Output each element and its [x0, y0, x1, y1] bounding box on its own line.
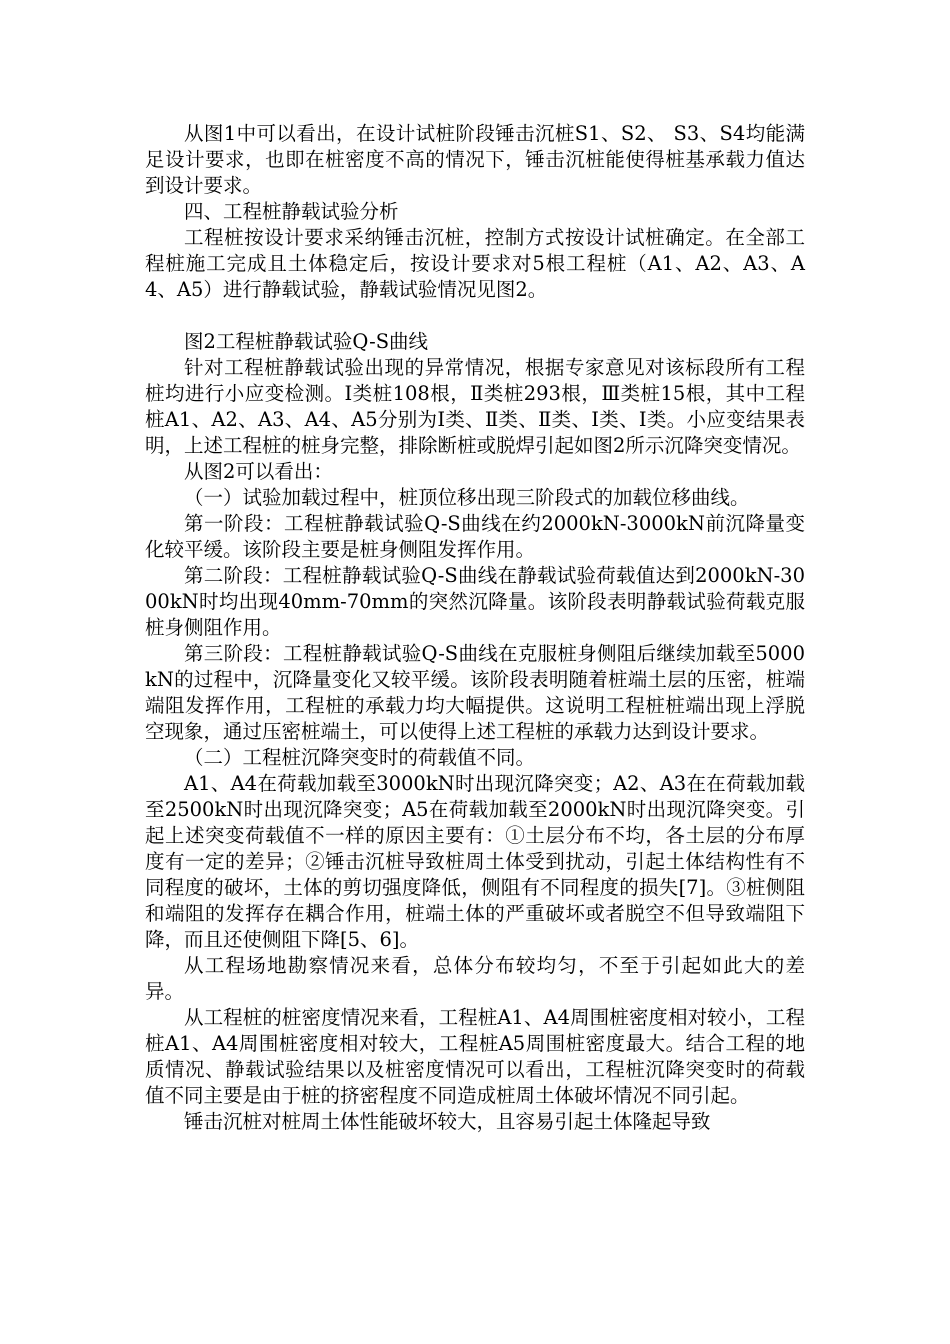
figure-placeholder	[145, 303, 805, 329]
paragraph-stage-1: 第一阶段：工程桩静载试验Q-S曲线在约2000kN-3000kN前沉降量变化较平缓。该阶段主要是桩身侧阻发挥作用。	[145, 512, 805, 561]
paragraph-stage-3: 第三阶段：工程桩静载试验Q-S曲线在克服桩身侧阻后继续加载至5000kN的过程中，沉降量变化又较平缓。该阶段表明随着桩端土层的压密，桩端端阻发挥作用，工程桩的承载力均大幅提供。这说明工程桩桩端出现上浮脱空现象，通过压密桩端土，可以使得上述工程桩的承载力达到设计要求。	[145, 642, 805, 743]
paragraph-fig2-intro: 从图2可以看出：	[184, 460, 333, 483]
paragraph-stage-2: 第二阶段：工程桩静载试验Q-S曲线在静载试验荷载值达到2000kN-3000kN时均出现40mm-70mm的突然沉降量。该阶段表明静载试验荷载克服桩身侧阻作用。	[145, 564, 805, 639]
paragraph-point-2: （二）工程桩沉降突变时的荷载值不同。	[184, 746, 536, 769]
paragraph-load-causes: A1、A4在荷载加载至3000kN时出现沉降突变；A2、A3在在荷载加载至2500kN时出现沉降突变；A5在荷载加载至2000kN时出现沉降突变。引起上述突变荷载值不一样的原因主要有：①土层分布不均，各土层的分布厚度有一定的差异；②锤击沉桩导致桩周土体受到扰动，引起土体结构性有不同程度的破坏，土体的剪切强度降低，侧阻有不同程度的损失[7]。③桩侧阻和端阻的发挥存在耦合作用，桩端土体的严重破坏或者脱空不但导致端阻下降，而且还使侧阻下降[5、6]。	[145, 772, 805, 951]
figure-caption: 图2工程桩静载试验Q-S曲线	[184, 330, 429, 353]
document-page	[145, 121, 805, 1135]
paragraph-fig1-conclusion: 从图1中可以看出，在设计试桩阶段锤击沉桩S1、S2、 S3、S4均能满足设计要求，也即在桩密度不高的情况下，锤击沉桩能使得桩基承载力值达到设计要求。	[145, 122, 805, 197]
paragraph-hammer-driving: 锤击沉桩对桩周土体性能破坏较大，且容易引起土体隆起导致	[184, 1110, 711, 1133]
paragraph-small-strain-test: 针对工程桩静载试验出现的异常情况，根据专家意见对该标段所有工程桩均进行小应变检测。Ⅰ类桩108根，Ⅱ类桩293根，Ⅲ类桩15根，其中工程桩A1、A2、A3、A4、A5分别为Ⅰ类、Ⅱ类、Ⅱ类、Ⅰ类、Ⅰ类。小应变结果表明，上述工程桩的桩身完整，排除断桩或脱焊引起如图2所示沉降突变情况。	[145, 356, 805, 457]
paragraph-site-survey: 从工程场地勘察情况来看，总体分布较均匀，不至于引起如此大的差异。	[145, 954, 805, 1003]
paragraph-test-setup: 工程桩按设计要求采纳锤击沉桩，控制方式按设计试桩确定。在全部工程桩施工完成且土体稳定后，按设计要求对5根工程桩（A1、A2、A3、A4、A5）进行静载试验，静载试验情况见图2。	[145, 226, 805, 301]
paragraph-point-1: （一）试验加载过程中，桩顶位移出现三阶段式的加载位移曲线。	[184, 486, 750, 509]
section-heading-4: 四、工程桩静载试验分析	[184, 200, 399, 223]
paragraph-pile-density: 从工程桩的桩密度情况来看，工程桩A1、A4周围桩密度相对较小，工程桩A1、A4周围桩密度相对较大，工程桩A5周围桩密度最大。结合工程的地质情况、静载试验结果以及桩密度情况可以看出，工程桩沉降突变时的荷载值不同主要是由于桩的挤密程度不同造成桩周土体破坏情况不同引起。	[145, 1006, 805, 1107]
